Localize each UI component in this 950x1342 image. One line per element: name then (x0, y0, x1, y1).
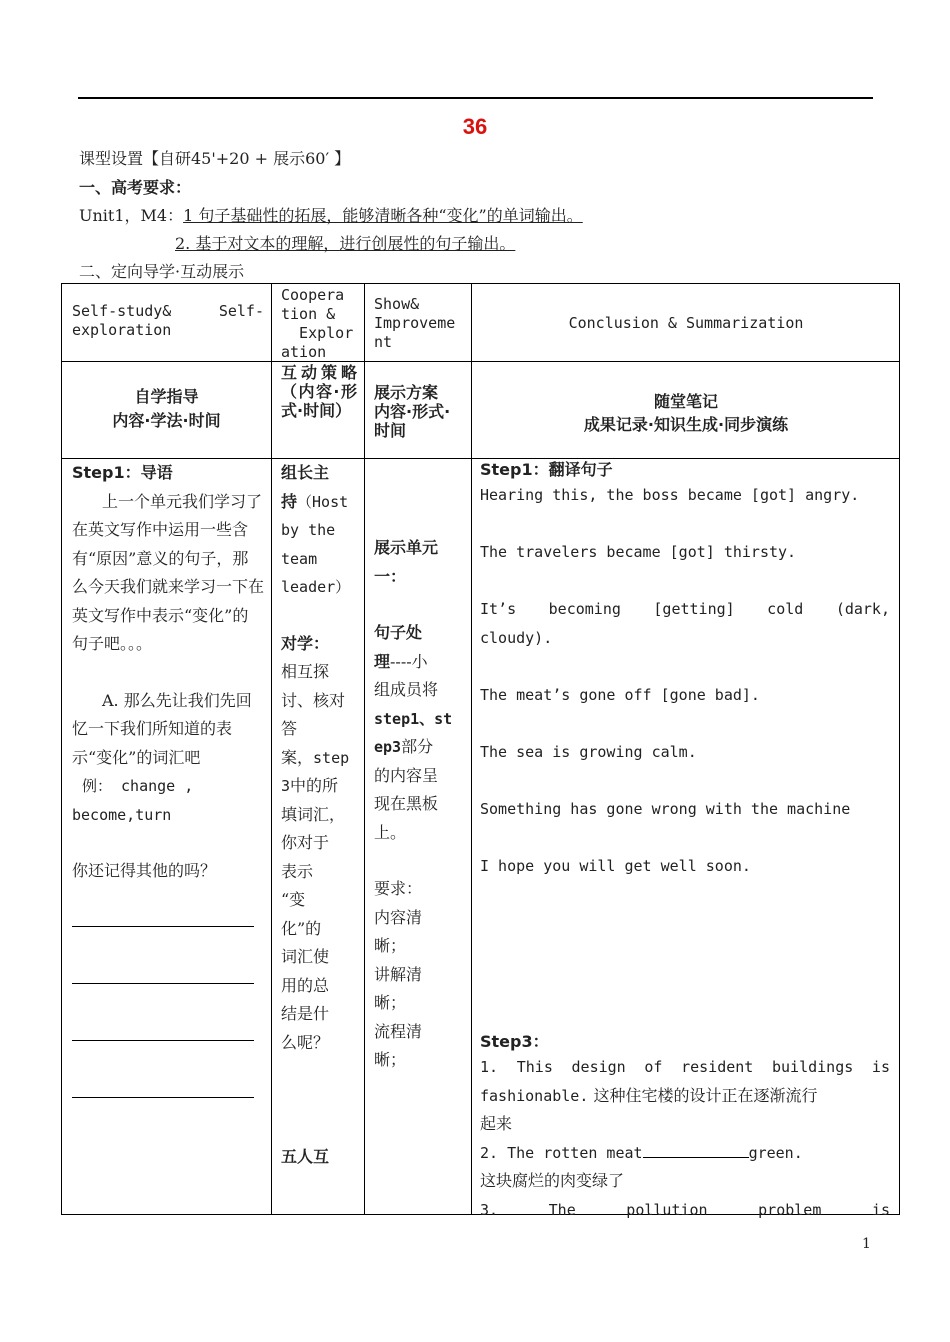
step3-item1-a: 1. This design of resident buildings is (480, 1058, 890, 1076)
fill-blank[interactable] (643, 1144, 749, 1158)
header-zh-strategy: 互动策略（内容·形式·时间） (281, 363, 357, 420)
step3-item2-zh: 这块腐烂的肉变绿了 (480, 1171, 625, 1190)
sentence-6: Something has gone wrong with the machine (480, 799, 851, 818)
header-cooperation: Coopera tion & Explor ation (281, 286, 354, 361)
step3-item2: 2. The rotten meat green. (480, 1143, 803, 1162)
page-number: 1 (862, 1236, 871, 1252)
sentence-2: The travelers became [got] thirsty. (480, 543, 797, 561)
answer-line[interactable] (72, 1097, 254, 1098)
requirement-2: 2. 基于对文本的理解，进行创展性的句子输出。 (175, 234, 516, 253)
col4-step3-title: Step3： (480, 1032, 549, 1051)
col2-group-title: 五人互 (281, 1147, 330, 1166)
header-rule (78, 97, 873, 99)
section2-title: 二、定向导学·互动展示 (79, 262, 245, 281)
col3-unit-title: 展示单元 一： (374, 538, 439, 586)
sentence-5: The sea is growing calm. (480, 742, 697, 761)
col3-req-3: 流程清 晰； (374, 1021, 423, 1069)
course-setting: 课型设置【自研45'+20 + 展示60′ 】 (79, 149, 351, 168)
col1-intro: 上一个单元我们学习了在英文写作中运用一些含有“原因”意义的句子，那么今天我们就来学习一下在英文写作中表示“变化”的句子吧。。。 (72, 491, 265, 653)
col2-body (281, 459, 359, 1172)
header-zh-show: 展示方案 内容·形式·时间 (374, 383, 451, 440)
header-show: Show& Improveme nt (374, 295, 456, 351)
sentence-7: I hope you will get well soon. (480, 856, 751, 875)
requirement-1 (79, 203, 583, 226)
col4-body (480, 459, 890, 1224)
sentence-3b: cloudy). (480, 628, 553, 647)
header-zh-notes: 随堂笔记 成果记录·知识生成·同步演练 (583, 392, 789, 434)
col2-pair-title: 对学： (281, 633, 330, 653)
column-divider (364, 284, 365, 1215)
section1-title: 一、高考要求： (79, 178, 192, 197)
sentence-3a: It’s becoming [getting] cold (dark, (480, 600, 890, 618)
col2-host: 组长主 持（Host by the team leader） (281, 463, 351, 596)
col3-body (374, 534, 466, 1075)
document-number: 36 (462, 114, 488, 139)
step3-item3: 3. The pollution problem is (480, 1200, 890, 1219)
requirement-1-text: 1 句子基础性的拓展，能够清晰各种“变化”的单词输出。 (183, 206, 583, 225)
header-self-study: Self-study& Self-exploration (72, 302, 264, 339)
guided-study-table (61, 283, 900, 1219)
col1-example-cont: become,turn (72, 805, 172, 824)
sentence-1: Hearing this, the boss became [got] angry. (480, 486, 860, 504)
col3-req-1: 内容清 晰； (374, 907, 423, 955)
col1-body (72, 459, 264, 1098)
col1-step-title: Step1：导语 (72, 463, 173, 482)
col3-req-2: 讲解清 晰； (374, 964, 423, 1012)
header-zh-self-study: 自学指导 内容·学法·时间 (112, 387, 221, 430)
row-divider (62, 361, 900, 362)
col2-pair-text: 相互探 讨、核对 答 案，step 3中的所 填词汇， 你对于 表示 “变 化”的 词汇使 用的总 结是什 么呢？ (281, 662, 350, 1052)
requirement-prefix: Unit1，M4： (79, 206, 184, 225)
col1-example: 例： change , (82, 777, 194, 795)
column-divider (271, 284, 272, 1215)
col1-question: 你还记得其他的吗？ (72, 861, 217, 880)
col3-process: 句子处 理----小 组成员将 step1、st ep3部分 的内容呈 现在黑板 上。 (374, 623, 453, 842)
step3-item1-b: fashionable. 这种住宅楼的设计正在逐渐流行 起来 (480, 1085, 818, 1133)
col1-part-a: A. 那么先让我们先回忆一下我们所知道的表示“变化”的词汇吧 (72, 690, 252, 767)
sentence-4: The meat’s gone off [gone bad]. (480, 685, 760, 704)
header-conclusion: Conclusion & Summarization (568, 314, 804, 332)
col3-req-title: 要求： (374, 879, 423, 898)
col4-step1-title: Step1：翻译句子 (480, 460, 613, 479)
